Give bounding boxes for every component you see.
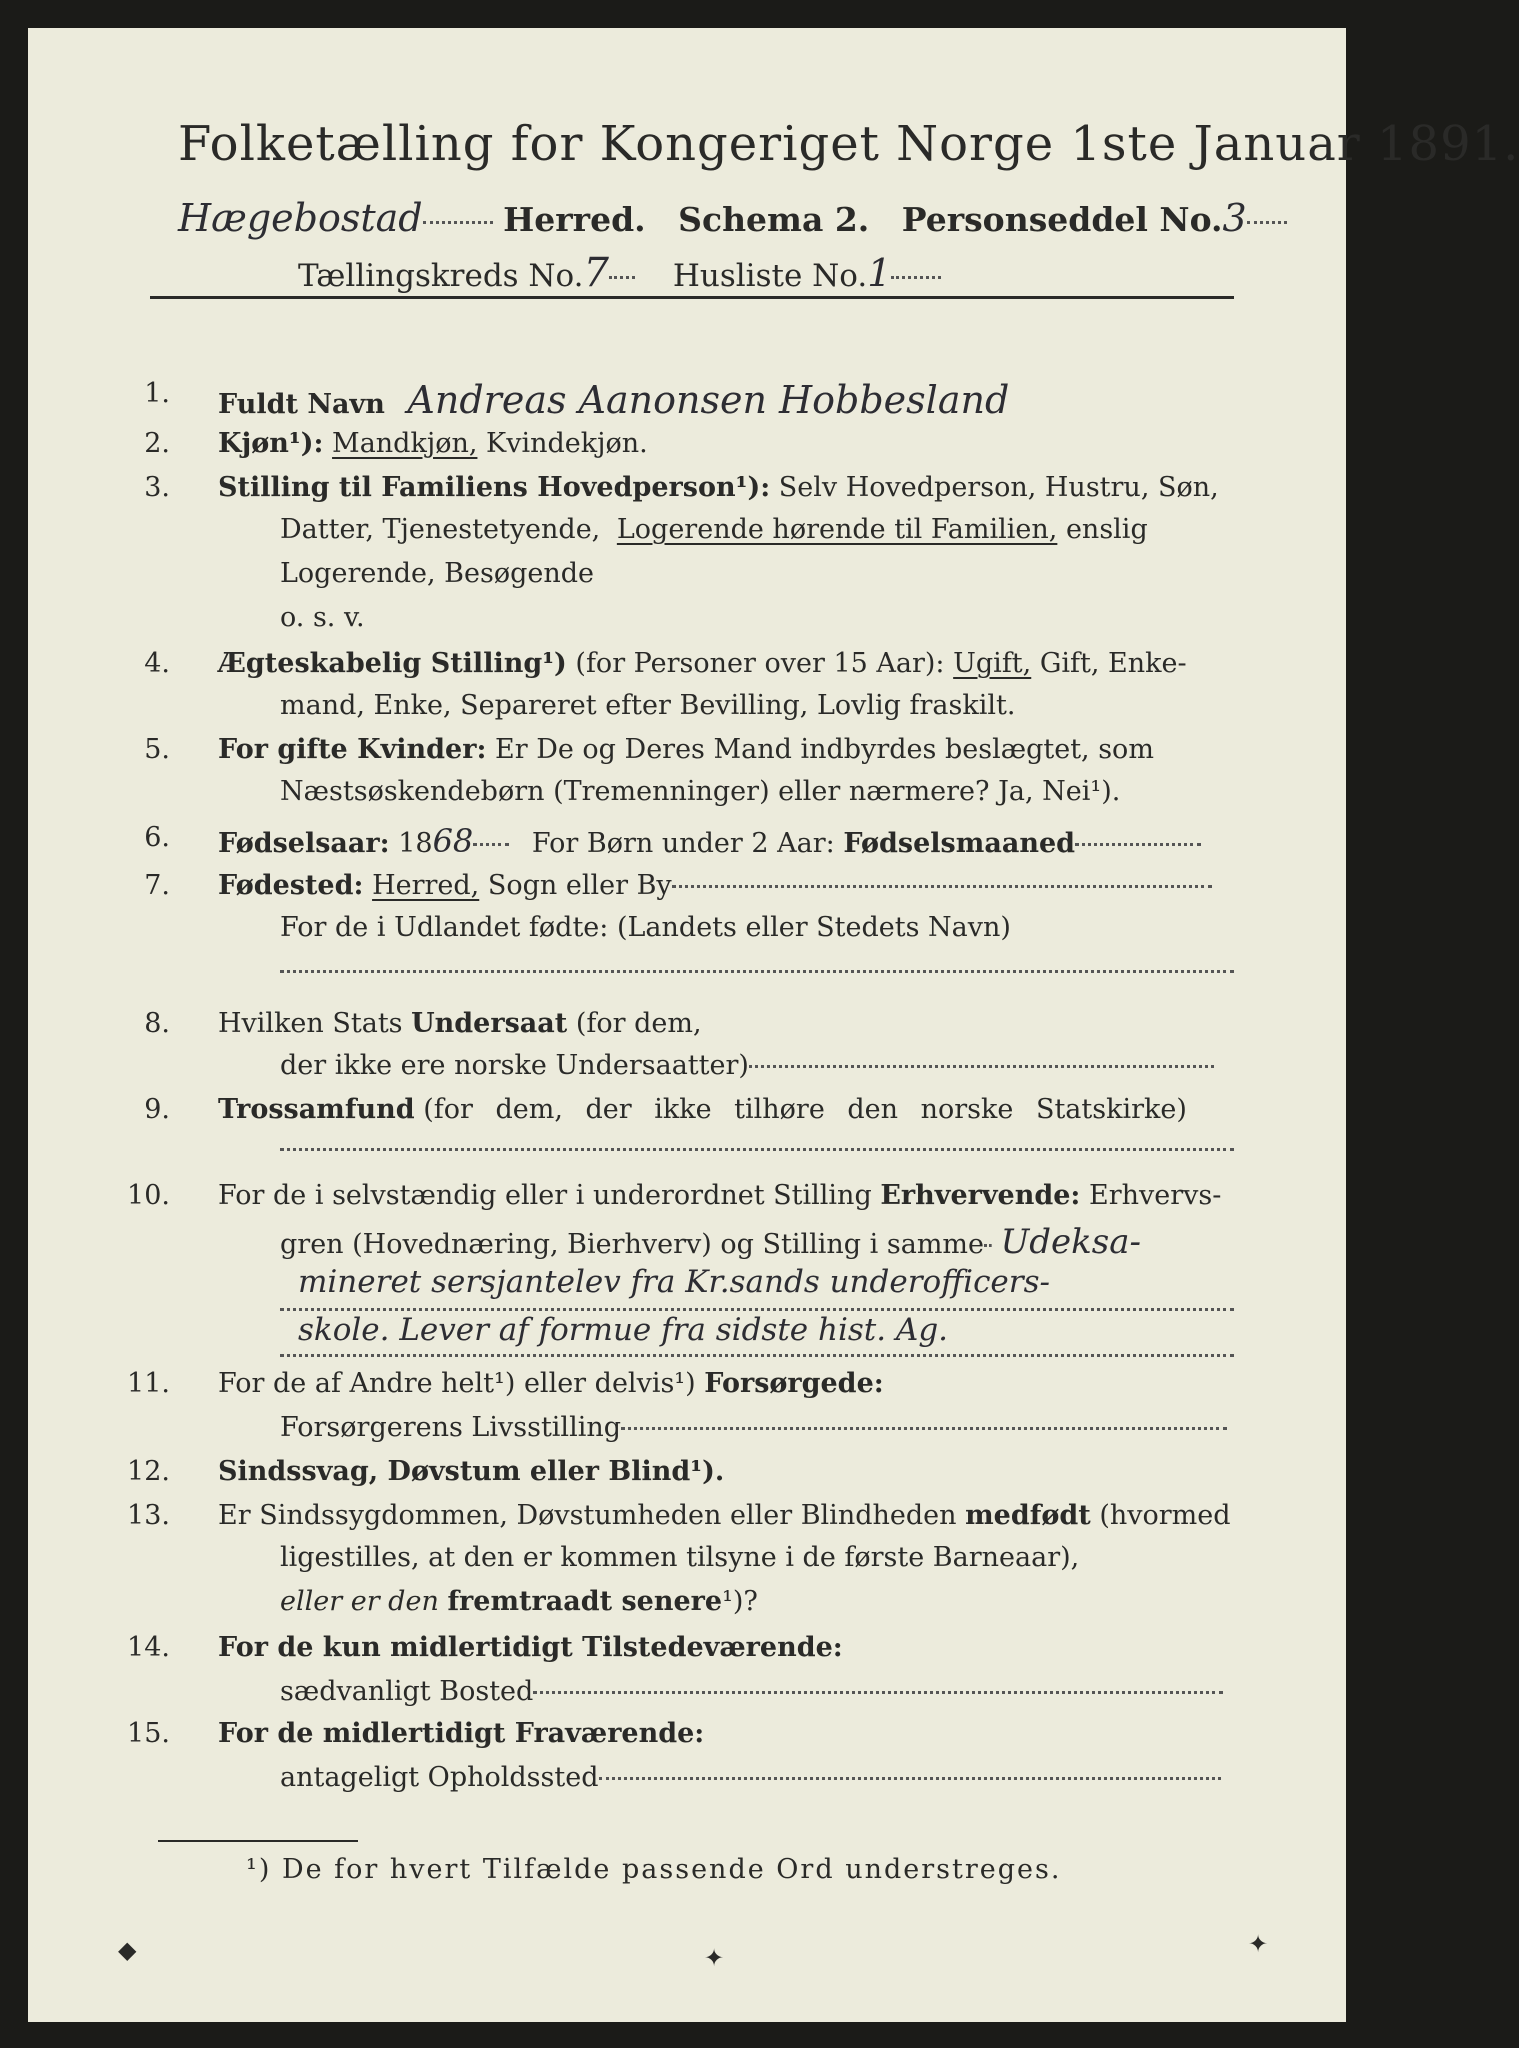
q1-label: Fuldt Navn xyxy=(218,389,385,420)
q4-row1 xyxy=(218,648,1187,679)
header-herred-row xyxy=(178,196,1287,240)
q4-text1: (for Personer over 15 Aar): xyxy=(575,648,945,679)
herred-label: Herred. xyxy=(503,200,646,239)
q4-number: 4. xyxy=(144,648,170,679)
q13-line1a: Er Sindssygdommen, Døvstumheden eller Blindheden xyxy=(218,1500,957,1531)
q7-number: 7. xyxy=(144,870,170,901)
q13-row3 xyxy=(280,1586,758,1617)
q11-row1 xyxy=(218,1368,884,1399)
herred-name: Hægebostad xyxy=(178,196,423,240)
form-title: Folketælling for Kongeriget Norge 1ste Januar 1891. xyxy=(178,116,1519,172)
q14-number: 14. xyxy=(127,1632,170,1663)
q3-line1: Selv Hovedperson, Hustru, Søn, xyxy=(778,472,1219,503)
q13-line1c: (hvormed xyxy=(1099,1500,1231,1531)
q12-number: 12. xyxy=(127,1456,170,1487)
q3-line2c: enslig xyxy=(1065,514,1148,545)
husliste-number: 1 xyxy=(867,251,892,295)
q10-hand3: skole. Lever af formue fra sidste hist. Ag. xyxy=(298,1312,949,1348)
q11-number: 11. xyxy=(127,1368,170,1399)
q5-label: For gifte Kvinder: xyxy=(218,734,487,765)
q6-prefix: 18 xyxy=(398,828,433,859)
scan-mark-right: ✦ xyxy=(1248,1932,1269,1958)
q10-line-under-hand3 xyxy=(280,1354,1234,1357)
q13-line1b: medfødt xyxy=(965,1500,1091,1531)
q10-hand2: mineret sersjantelev fra Kr.sands underofficers- xyxy=(298,1264,1050,1300)
q10-line-under-hand2 xyxy=(280,1308,1234,1311)
q13-row1 xyxy=(218,1500,1231,1531)
q13-line2: ligestilles, at den er kommen tilsyne i de første Barneaar), xyxy=(280,1542,1080,1573)
personseddel-number: 3 xyxy=(1222,196,1247,240)
q6-label: Fødselsaar: xyxy=(218,828,390,859)
q2-option-mand: Mandkjøn, xyxy=(332,428,478,459)
q5-line2: Næstsøskendebørn (Tremenninger) eller nærmere? Ja, Nei¹). xyxy=(280,776,1121,807)
q5-number: 5. xyxy=(144,734,170,765)
q3-row1 xyxy=(218,472,1219,503)
q3-label: Stilling til Familiens Hovedperson¹): xyxy=(218,472,771,503)
q7-line2: For de i Udlandet fødte: (Landets eller Stedets Navn) xyxy=(280,912,1011,943)
q14-row2 xyxy=(280,1676,1223,1707)
q8-line2: der ikke ere norske Undersaatter) xyxy=(280,1050,749,1081)
q13-line3b: fremtraadt senere xyxy=(447,1586,723,1617)
q1-number: 1. xyxy=(144,378,170,409)
q11-label: Forsørgede: xyxy=(704,1368,884,1399)
q10-hand1: Udeksa- xyxy=(1000,1222,1141,1262)
q15-label: For de midlertidigt Fraværende: xyxy=(218,1718,705,1749)
personseddel-label: Personseddel No. xyxy=(901,200,1223,239)
q8-row2 xyxy=(280,1050,1214,1081)
q11-line1: For de af Andre helt¹) eller delvis¹) xyxy=(218,1368,696,1399)
q7-label: Fødested: xyxy=(218,870,364,901)
q11-row2 xyxy=(280,1412,1227,1443)
q6-year-hand: 68 xyxy=(432,822,474,860)
q4-line2: mand, Enke, Separeret efter Bevilling, Lovlig fraskilt. xyxy=(280,690,1016,721)
q3-line2b-underlined: Logerende hørende til Familien, xyxy=(616,514,1058,545)
footnote-divider xyxy=(158,1840,358,1842)
q8-label: Undersaat xyxy=(411,1008,568,1039)
q6-number: 6. xyxy=(144,822,170,853)
q4-text2: Gift, Enke- xyxy=(1039,648,1187,679)
header-kreds-row xyxy=(298,250,941,296)
q5-line1: Er De og Deres Mand indbyrdes beslægtet, som xyxy=(495,734,1154,765)
q3-line2a: Datter, Tjenestetyende, xyxy=(280,514,601,545)
q7-text: Sogn eller By xyxy=(487,870,672,901)
q10-line2: gren (Hovednæring, Bierhverv) og Stilling i samme xyxy=(280,1229,985,1260)
q3-row2 xyxy=(280,514,1148,545)
q14-label: For de kun midlertidigt Tilstedeværende: xyxy=(218,1632,843,1663)
q3-number: 3. xyxy=(144,472,170,503)
footnote: ¹) De for hvert Tilfælde passende Ord understreges. xyxy=(246,1854,1062,1885)
kreds-label: Tællingskreds No. xyxy=(298,258,584,294)
q8-number: 8. xyxy=(144,1008,170,1039)
census-form-sheet xyxy=(28,28,1519,2022)
q2-row xyxy=(218,428,648,459)
q6-label2: Fødselsmaaned xyxy=(843,828,1076,859)
q10-number: 10. xyxy=(127,1180,170,1211)
q9-row1 xyxy=(218,1094,1187,1125)
q9-label: Trossamfund xyxy=(218,1094,415,1125)
q10-label: Erhvervende: xyxy=(880,1180,1081,1211)
schema-label: Schema 2. xyxy=(678,200,870,239)
q13-number: 13. xyxy=(127,1500,170,1531)
scan-mark-left: ◆ xyxy=(118,1938,137,1964)
q10-row1 xyxy=(218,1180,1221,1211)
q15-number: 15. xyxy=(127,1718,170,1749)
q10-row2 xyxy=(280,1222,1141,1262)
q15-row2 xyxy=(280,1762,1221,1793)
q3-line3: Logerende, Besøgende xyxy=(280,558,594,589)
scan-mark-center: ✦ xyxy=(704,1946,725,1972)
header-divider xyxy=(150,296,1234,299)
q13-line3a: eller er den xyxy=(280,1586,439,1617)
q2-label: Kjøn¹): xyxy=(218,428,324,459)
q10-line1a: For de i selvstændig eller i underordnet Stilling xyxy=(218,1180,872,1211)
q7-row1 xyxy=(218,870,1212,901)
q7-blank-line xyxy=(280,970,1234,973)
q12-label: Sindssvag, Døvstum eller Blind¹). xyxy=(218,1456,725,1487)
q2-number: 2. xyxy=(144,428,170,459)
husliste-label: Husliste No. xyxy=(672,258,868,294)
q7-option-herred: Herred, xyxy=(372,870,480,901)
q3-line4: o. s. v. xyxy=(280,602,365,633)
q9-text: (for dem, der ikke tilhøre den norske Statskirke) xyxy=(423,1094,1187,1125)
q2-option-kvinde: Kvindekjøn. xyxy=(486,428,648,459)
q6-row xyxy=(218,822,1201,860)
q8-text1: Hvilken Stats xyxy=(218,1008,403,1039)
q11-line2: Forsørgerens Livsstilling xyxy=(280,1412,622,1443)
q4-option-ugift: Ugift, xyxy=(953,648,1032,679)
q9-blank-line xyxy=(280,1148,1234,1151)
q15-line2: antageligt Opholdssted xyxy=(280,1762,599,1793)
q8-row1 xyxy=(218,1008,702,1039)
q6-text: For Børn under 2 Aar: xyxy=(531,828,835,859)
q9-number: 9. xyxy=(144,1094,170,1125)
q1-answer: Andreas Aanonsen Hobbesland xyxy=(407,378,1010,422)
q8-text2: (for dem, xyxy=(575,1008,702,1039)
q5-row1 xyxy=(218,734,1154,765)
q10-line1b: Erhvervs- xyxy=(1089,1180,1222,1211)
q1-row xyxy=(218,378,1009,422)
kreds-number: 7 xyxy=(583,250,609,296)
q14-line2: sædvanligt Bosted xyxy=(280,1676,534,1707)
q13-line3c: ¹)? xyxy=(722,1586,758,1617)
q4-label: Ægteskabelig Stilling¹) xyxy=(218,648,567,679)
